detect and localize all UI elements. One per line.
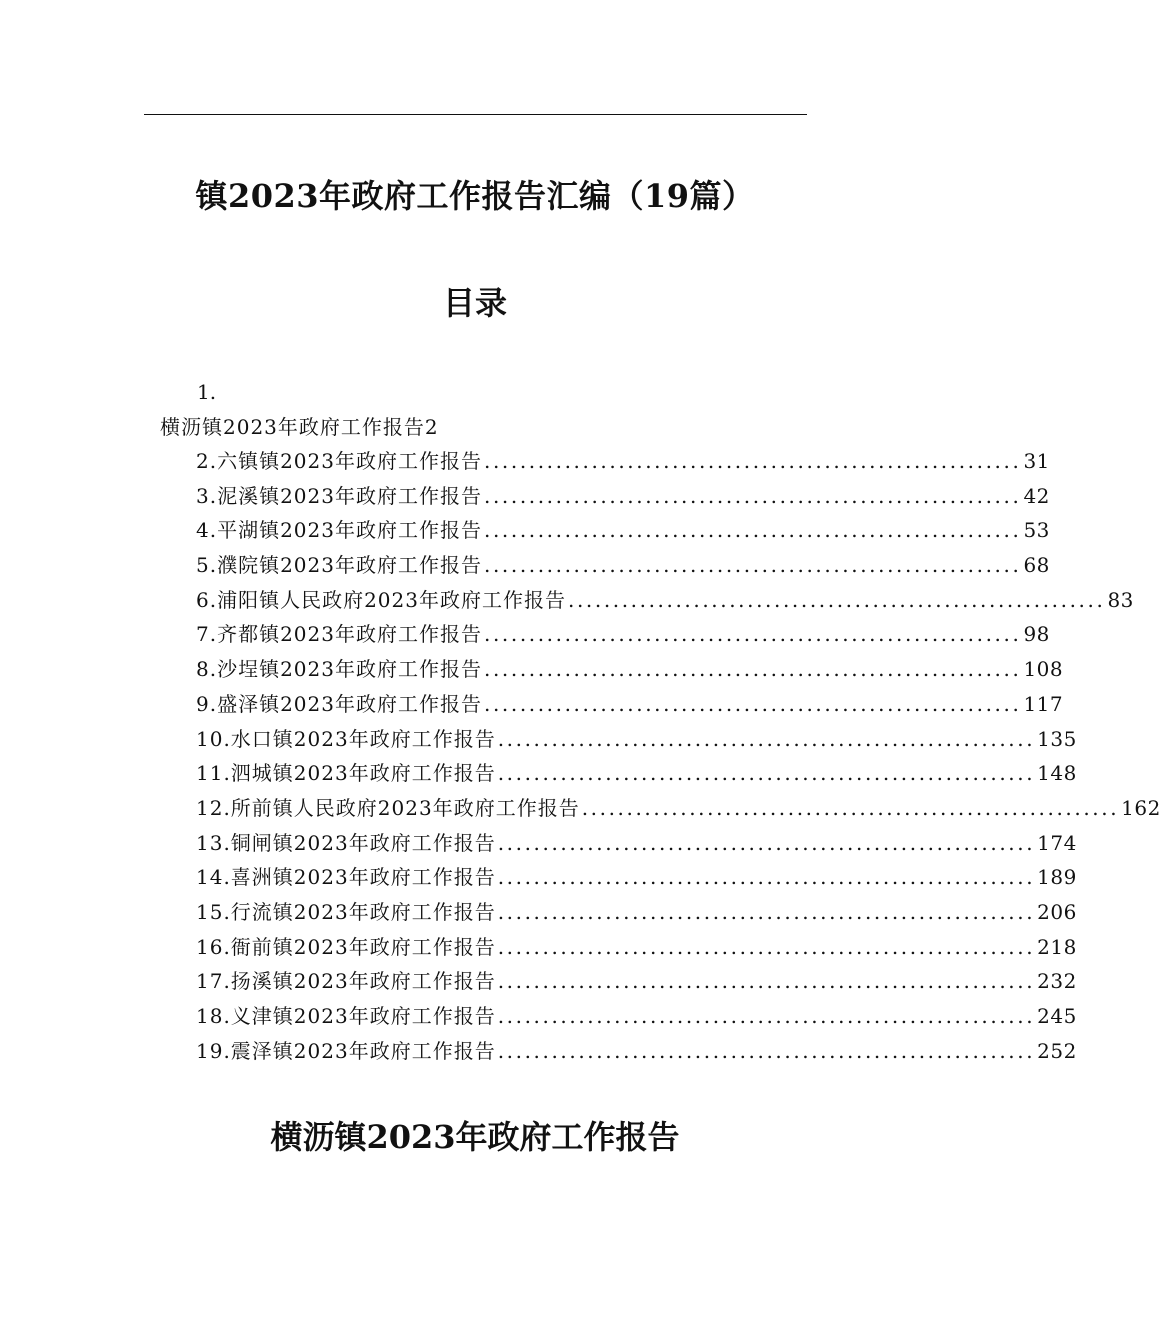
toc-leader-dots: ............................................................ (483, 657, 1022, 682)
toc-entry-label: 2.六镇镇2023年政府工作报告 (196, 449, 482, 473)
toc-leader-dots: ............................................................ (483, 483, 1022, 508)
toc-entry[interactable] (196, 690, 1064, 725)
toc-entry[interactable] (196, 655, 1064, 690)
section-title: 横沥镇2023年政府工作报告 (270, 1118, 680, 1156)
toc-leader-dots: ............................................................ (483, 518, 1022, 543)
toc-entry-label: 15.行流镇2023年政府工作报告 (196, 899, 496, 924)
toc-heading: 目录 (442, 284, 507, 322)
toc-leader-dots: ............................................................ (483, 622, 1022, 647)
toc-entry-label: 19.震泽镇2023年政府工作报告 (196, 1038, 496, 1063)
toc-entry[interactable] (196, 620, 1050, 655)
toc-leader-dots: ............................................................ (497, 969, 1036, 994)
toc-entry-page: 108 (1023, 657, 1064, 682)
toc-entry-page: 83 (1107, 587, 1134, 612)
toc-entry[interactable] (196, 794, 1161, 829)
toc-leader-dots: ............................................................ (497, 761, 1036, 786)
toc-entry-page: 218 (1037, 934, 1077, 959)
toc-entry[interactable] (196, 933, 1077, 968)
toc-entry[interactable] (196, 1002, 1077, 1037)
toc-entry-page: 206 (1037, 899, 1077, 924)
toc-entry[interactable] (196, 967, 1077, 1002)
toc-entry-label: 6.浦阳镇人民政府2023年政府工作报告 (196, 587, 566, 612)
toc-entry[interactable] (196, 447, 1050, 482)
toc-entry-label: 7.齐都镇2023年政府工作报告 (196, 622, 482, 647)
toc-entry-label: 8.沙埕镇2023年政府工作报告 (196, 657, 482, 682)
toc-leader-dots: ............................................................ (497, 1038, 1036, 1063)
toc-leader-dots: ............................................................ (483, 449, 1022, 473)
toc-entry-label: 17.扬溪镇2023年政府工作报告 (196, 969, 496, 994)
toc-entry-label: 4.平湖镇2023年政府工作报告 (196, 518, 482, 543)
toc-entry-label: 10.水口镇2023年政府工作报告 (196, 726, 496, 751)
toc-entry-page: 53 (1023, 518, 1050, 543)
toc-entry-page: 252 (1037, 1038, 1077, 1063)
toc-leader-dots: ............................................................ (497, 726, 1036, 751)
toc-entry-page: 162 (1121, 795, 1161, 820)
toc-entry-label: 9.盛泽镇2023年政府工作报告 (196, 691, 482, 716)
document-title: 镇2023年政府工作报告汇编（19篇） (195, 177, 755, 215)
toc-entry-page: 68 (1023, 553, 1050, 578)
toc-leader-dots: ............................................................ (581, 795, 1120, 820)
toc-entry-page: 135 (1037, 726, 1077, 751)
toc-entry-1-number[interactable]: 1. (197, 380, 217, 404)
toc-leader-dots: ............................................................ (497, 1004, 1036, 1028)
toc-list (196, 447, 1161, 1071)
header-rule (144, 114, 807, 115)
toc-entry-label: 13.铜闸镇2023年政府工作报告 (196, 830, 496, 855)
toc-entry-label: 3.泥溪镇2023年政府工作报告 (196, 483, 482, 508)
toc-entry[interactable] (196, 586, 1134, 621)
toc-entry-label: 12.所前镇人民政府2023年政府工作报告 (196, 795, 580, 820)
toc-entry[interactable] (196, 482, 1050, 517)
toc-leader-dots: ............................................................ (567, 587, 1106, 612)
toc-entry[interactable] (196, 759, 1077, 794)
toc-entry-1-title[interactable]: 横沥镇2023年政府工作报告2 (160, 415, 439, 439)
toc-entry[interactable] (196, 516, 1050, 551)
toc-entry[interactable] (196, 551, 1050, 586)
toc-leader-dots: ............................................................ (483, 553, 1022, 578)
toc-leader-dots: ............................................................ (497, 830, 1036, 855)
toc-entry-page: 189 (1037, 865, 1077, 890)
toc-entry-page: 174 (1037, 830, 1077, 855)
toc-entry[interactable] (196, 863, 1077, 898)
toc-leader-dots: ............................................................ (497, 934, 1036, 959)
toc-entry-label: 5.濮院镇2023年政府工作报告 (196, 553, 482, 578)
toc-entry-label: 16.衙前镇2023年政府工作报告 (196, 934, 496, 959)
toc-entry-page: 98 (1023, 622, 1050, 647)
toc-entry[interactable] (196, 1037, 1077, 1072)
toc-entry-page: 42 (1023, 483, 1050, 508)
toc-entry[interactable] (196, 725, 1077, 760)
toc-leader-dots: ............................................................ (497, 865, 1036, 890)
toc-entry[interactable] (196, 898, 1077, 933)
toc-entry-page: 117 (1023, 691, 1064, 716)
toc-entry-page: 232 (1037, 969, 1077, 994)
toc-entry[interactable] (196, 829, 1077, 864)
toc-entry-page: 148 (1037, 761, 1077, 786)
toc-entry-label: 18.义津镇2023年政府工作报告 (196, 1004, 496, 1028)
toc-entry-page: 31 (1023, 449, 1050, 473)
toc-entry-page: 245 (1037, 1004, 1077, 1028)
toc-entry-label: 14.喜洲镇2023年政府工作报告 (196, 865, 496, 890)
toc-leader-dots: ............................................................ (497, 899, 1036, 924)
toc-entry-label: 11.泗城镇2023年政府工作报告 (196, 761, 496, 786)
toc-leader-dots: ............................................................ (483, 691, 1022, 716)
